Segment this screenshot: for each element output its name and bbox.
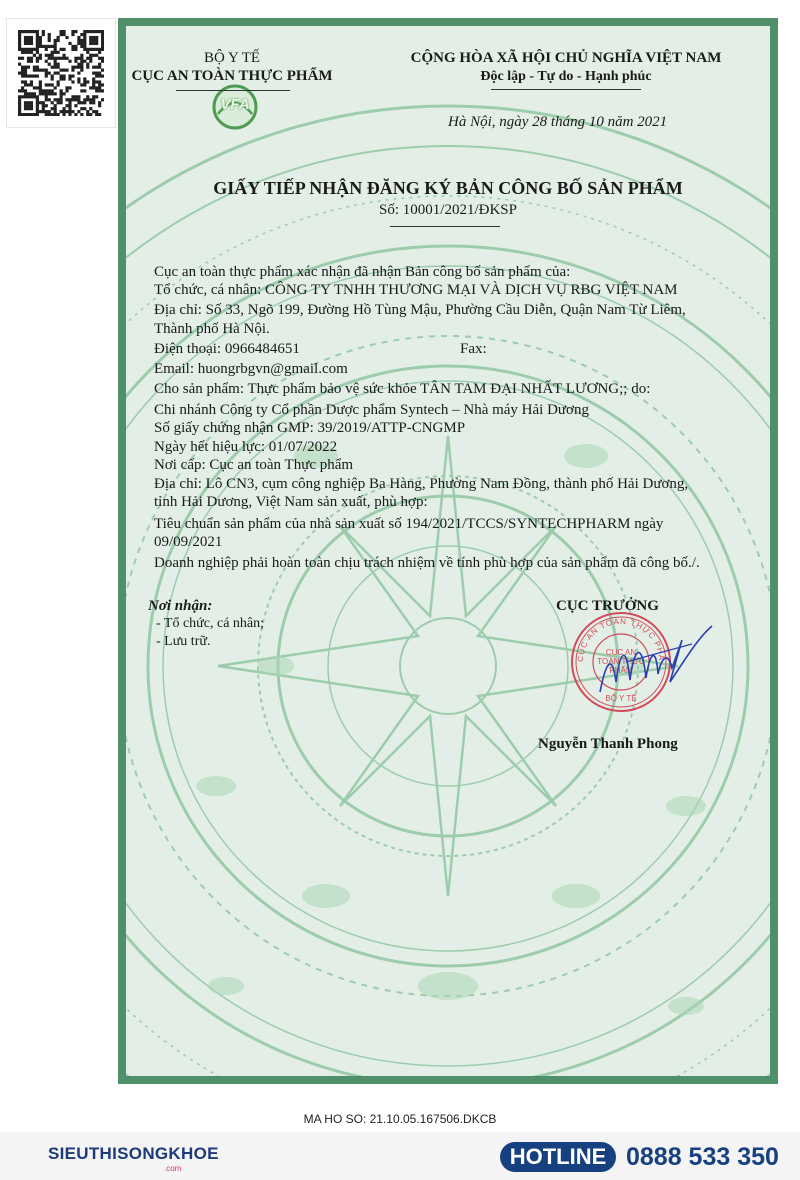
national-motto: Độc lập - Tự do - Hạnh phúc bbox=[480, 69, 652, 84]
agency-name: CỤC AN TOÀN THỰC PHẨM bbox=[131, 68, 333, 84]
signatory-title: CỤC TRƯỞNG bbox=[556, 598, 659, 614]
certificate-frame bbox=[118, 18, 778, 1084]
document-title: GIẤY TIẾP NHẬN ĐĂNG KÝ BẢN CÔNG BỐ SẢN PHẨM bbox=[213, 178, 683, 198]
vfa-logo-text: VFA bbox=[220, 96, 250, 113]
place-and-date: Hà Nội, ngày 28 tháng 10 năm 2021 bbox=[448, 114, 668, 130]
applicant-email: Email: huongrbgvn@gmail.com bbox=[154, 361, 348, 377]
product-standard-date: 09/09/2021 bbox=[154, 534, 223, 550]
manufacturer: Chi nhánh Công ty Cổ phần Dược phẩm Syntech – Nhà máy Hải Dương bbox=[154, 402, 589, 418]
gmp-issuer: Nơi cấp: Cục an toàn Thực phẩm bbox=[154, 457, 354, 473]
manufacturer-address-cont: tỉnh Hải Dương, Việt Nam sản xuất, phù hợp: bbox=[154, 494, 428, 510]
brand-domain: .com bbox=[164, 1164, 182, 1173]
applicant-phone: Điện thoại: 0966484651 bbox=[154, 341, 300, 357]
product-standard: Tiêu chuẩn sản phẩm của nhà sản xuất số 194/2021/TCCS/SYNTECHPHARM ngày bbox=[154, 516, 664, 532]
recipients-heading: Nơi nhận: bbox=[148, 598, 213, 614]
applicant-address-cont: Thành phố Hà Nội. bbox=[154, 321, 270, 337]
applicant-fax: Fax: bbox=[460, 341, 487, 357]
applicant-address: Địa chỉ: Số 33, Ngõ 199, Đường Hồ Tùng Mậu, Phường Cầu Diễn, Quận Nam Từ Liêm, bbox=[154, 302, 686, 318]
recipient-item: - Tổ chức, cá nhân; bbox=[156, 616, 265, 631]
brand-name: SIEUTHISONGKHOE bbox=[48, 1144, 219, 1163]
applicant-org: Tổ chức, cá nhân: CÔNG TY TNHH THƯƠNG MẠI VÀ DỊCH VỤ RBG VIỆT NAM bbox=[154, 282, 678, 298]
recipient-item: - Lưu trữ. bbox=[156, 634, 211, 649]
manufacturer-address: Địa chỉ: Lô CN3, cụm công nghiệp Ba Hàng, Phường Nam Đồng, thành phố Hải Dương, bbox=[154, 476, 689, 492]
ministry-name: BỘ Y TẾ bbox=[203, 50, 261, 66]
signatory-name: Nguyễn Thanh Phong bbox=[538, 736, 678, 752]
signature-scribble bbox=[596, 622, 716, 702]
gmp-expiry: Ngày hết hiệu lực: 01/07/2022 bbox=[154, 439, 338, 455]
hotline-button[interactable]: HOTLINE bbox=[500, 1142, 616, 1172]
hotline-number[interactable]: 0888 533 350 bbox=[626, 1143, 779, 1171]
body-intro: Cục an toàn thực phẩm xác nhận đã nhận Bản công bố sản phẩm của: bbox=[154, 264, 571, 280]
stamp-center-text: CỤC AN TOÀN THỰC PHẨM bbox=[597, 648, 645, 675]
product-line: Cho sản phẩm: Thực phẩm bảo vệ sức khỏe TÂN TAM ĐẠI NHẤT LƯƠNG;; do: bbox=[154, 381, 651, 397]
republic-name: CỘNG HÒA XÃ HỘI CHỦ NGHĨA VIỆT NAM bbox=[410, 50, 722, 66]
stamp-bottom-text: BỘ Y TẾ bbox=[605, 694, 637, 703]
brand-logo[interactable] bbox=[48, 1144, 219, 1164]
document-number: Số: 10001/2021/ĐKSP bbox=[379, 202, 517, 218]
stamp-ring-text: CỤC AN TOÀN THỰC PHẨ bbox=[575, 616, 667, 663]
certificate-paper bbox=[126, 26, 770, 1076]
gmp-number: Số giấy chứng nhận GMP: 39/2019/ATTP-CNGMP bbox=[154, 420, 466, 436]
qr-code bbox=[6, 18, 116, 128]
footer-bar bbox=[0, 1132, 800, 1180]
dossier-code: MA HO SO: 21.10.05.167506.DKCB bbox=[303, 1112, 497, 1126]
responsibility-statement: Doanh nghiệp phải hoàn toàn chịu trách nhiệm về tính phù hợp của sản phẩm đã công bố./. bbox=[154, 555, 700, 571]
